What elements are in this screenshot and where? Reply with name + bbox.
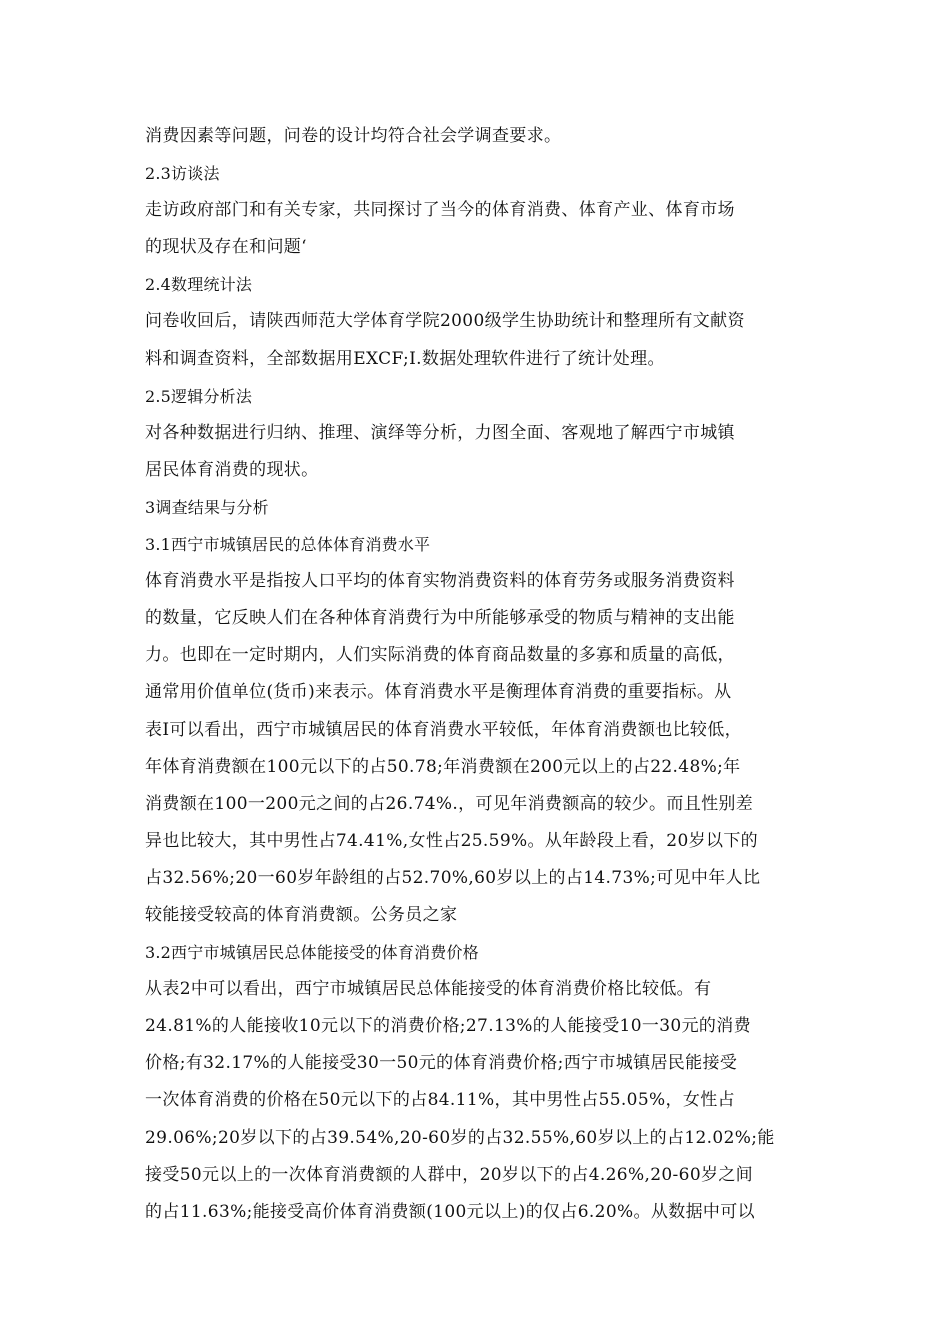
body-text-line: 居民体育消费的现状。 [145, 459, 319, 480]
body-text-line: 的占11.63%;能接受高价体育消费额(100元以上)的仅占6.20%。从数据中可以 [145, 1201, 755, 1222]
body-text-line: 料和调查资料，全部数据用EXCF;I.数据处理软件进行了统计处理。 [145, 348, 665, 369]
body-text-line: 对各种数据进行归纳、推理、演绎等分析，力图全面、客观地了解西宁市城镇 [145, 422, 735, 443]
body-text-line: 价格;有32.17%的人能接受30一50元的体育消费价格;西宁市城镇居民能接受 [145, 1053, 738, 1074]
section-heading-3-2: 3.2西宁市城镇居民总体能接受的体育消费价格 [145, 943, 479, 963]
body-text-line: 一次体育消费的价格在50元以下的占84.11%，其中男性占55.05%，女性占 [145, 1090, 735, 1111]
body-text-line: 消费因素等问题，问卷的设计均符合社会学调查要求。 [145, 126, 562, 146]
section-heading-3-1: 3.1西宁市城镇居民的总体体育消费水平 [145, 535, 431, 555]
body-text-line: 通常用价值单位(货币)来表示。体育消费水平是衡理体育消费的重要指标。从 [145, 682, 732, 703]
body-text-line: 的数量，它反映人们在各种体育消费行为中所能够承受的物质与精神的支出能 [145, 608, 735, 629]
body-text-line: 接受50元以上的一次体育消费额的人群中，20岁以下的占4.26%,20-60岁之间 [145, 1164, 754, 1185]
section-heading-2-4: 2.4数理统计法 [145, 275, 253, 295]
section-heading-3: 3调查结果与分析 [145, 497, 269, 517]
body-text-line: 29.06%;20岁以下的占39.54%,20-60岁的占32.55%,60岁以上的占12.02%;能 [145, 1127, 775, 1148]
document-page [145, 118, 825, 1231]
body-text-line: 较能接受较高的体育消费额。公务员之家 [145, 904, 458, 925]
body-text-line: 表I可以看出，西宁市城镇居民的体育消费水平较低，年体育消费额也比较低， [145, 719, 742, 740]
body-text-line: 的现状及存在和问题‘ [145, 237, 307, 258]
body-text-line: 异也比较大，其中男性占74.41%,女性占25.59%。从年龄段上看，20岁以下的 [145, 830, 759, 851]
section-heading-2-5: 2.5逻辑分析法 [145, 386, 253, 406]
body-text-line: 力。也即在一定时期内，人们实际消费的体育商品数量的多寡和质量的高低， [145, 645, 735, 666]
body-text-line: 走访政府部门和有关专家，共同探讨了当今的体育消费、体育产业、体育市场 [145, 200, 735, 221]
body-text-line: 占32.56%;20一60岁年龄组的占52.70%,60岁以上的占14.73%;可见中年人比 [145, 867, 761, 888]
section-heading-2-3: 2.3访谈法 [145, 164, 220, 184]
body-text-line: 消费额在100一200元之间的占26.74%.，可见年消费额高的较少。而且性别差 [145, 793, 754, 814]
body-text-line: 年体育消费额在100元以下的占50.78;年消费额在200元以上的占22.48%;年 [145, 756, 741, 777]
body-text-line: 从表2中可以看出，西宁市城镇居民总体能接受的体育消费价格比较低。有 [145, 979, 712, 1000]
body-text-line: 体育消费水平是指按人口平均的体育实物消费资料的体育劳务或服务消费资料 [145, 571, 735, 592]
body-text-line: 24.81%的人能接收10元以下的消费价格;27.13%的人能接受10一30元的消费 [145, 1016, 751, 1037]
body-text-line: 问卷收回后，请陕西师范大学体育学院2000级学生协助统计和整理所有文献资 [145, 311, 745, 332]
